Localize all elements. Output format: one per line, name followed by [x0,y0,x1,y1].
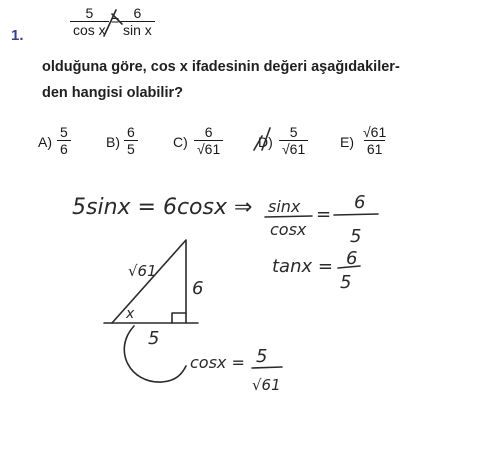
eq1-left: 5sinx = 6cosx ⇒ [72,195,253,220]
triangle-hypotenuse-label: √61 [128,262,157,280]
triangle-angle-label: x [126,306,135,322]
given-right-numerator: 6 [133,5,142,21]
option-b-numerator: 6 [127,124,135,140]
stem-term: cos x [150,59,188,75]
cos-label: cosx = [190,353,245,372]
option-a-letter: A) [38,134,52,150]
question-number: 1. [11,27,24,44]
given-left-denominator: cos x [70,21,109,38]
option-e-denominator: 61 [364,140,386,157]
tan-numerator: 6 [346,248,358,269]
given-left-numerator: 5 [85,5,94,21]
eq1-rhs-den: 5 [350,226,362,247]
option-c-numerator: 6 [204,124,213,140]
option-d-denominator: √61 [279,140,308,157]
eq1-frac-bar [265,216,312,217]
eq1-rhs-bar [334,214,378,215]
option-d-letter: D) [258,134,273,150]
option-b-denominator: 5 [124,140,138,157]
eq1-equals: = [316,204,332,225]
option-e-numerator: √61 [363,124,387,140]
tan-label: tanx = [272,256,333,277]
option-c-denominator: √61 [194,140,223,157]
triangle-vertical-label: 6 [192,278,204,299]
given-cross-mark [112,14,122,24]
cos-frac-bar [252,367,282,368]
eq1-frac-num: sinx [268,197,301,216]
option-d-numerator: 5 [289,124,298,140]
cos-numerator: 5 [256,346,268,367]
tan-denominator: 5 [340,272,352,293]
option-a-denominator: 6 [57,140,71,157]
stem-suffix: ifadesinin değeri aşağıdakiler- [187,59,400,75]
stem-prefix: olduğuna göre, [42,59,151,75]
eq1-frac-den: cosx [270,220,307,239]
option-b-letter: B) [106,134,120,150]
given-slash-mark [104,10,116,36]
given-right-denominator: sin x [120,21,155,38]
option-e-letter: E) [340,134,354,150]
triangle-base-label: 5 [148,328,160,349]
triangle [112,240,186,323]
given-equals: = [111,12,120,28]
option-d-mark [254,128,270,150]
option-a-numerator: 5 [60,124,68,140]
question-stem-line-2: den hangisi olabilir? [42,85,183,101]
eq1-rhs-num: 6 [354,192,366,213]
option-c-letter: C) [173,134,188,150]
cos-denominator: √61 [252,376,281,394]
right-angle-mark [172,313,186,323]
